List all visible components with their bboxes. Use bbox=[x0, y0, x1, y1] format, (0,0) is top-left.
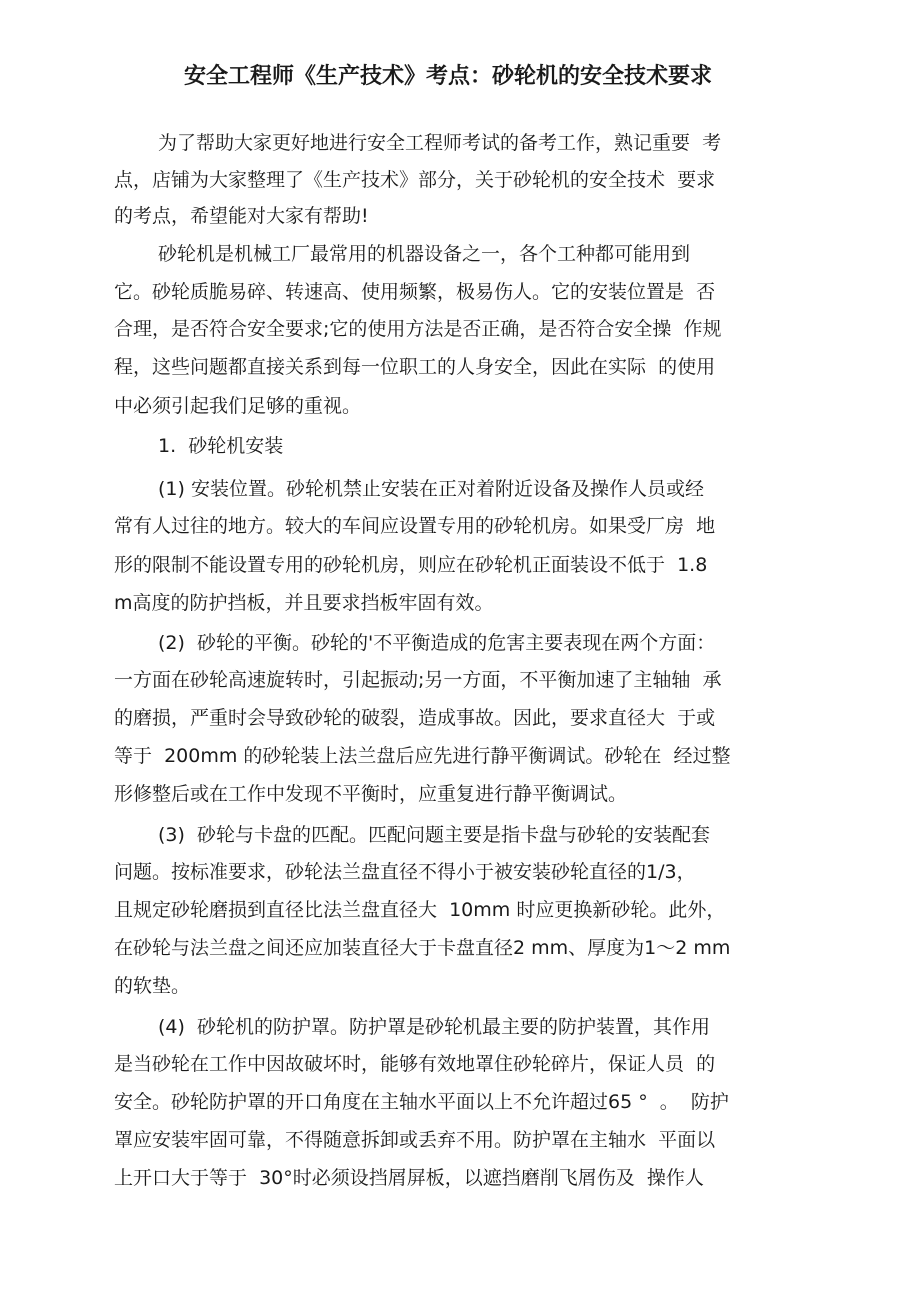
paragraph-line: 在砂轮与法兰盘之间还应加装直径大于卡盘直径2 mm、厚度为1～2 mm bbox=[114, 937, 731, 959]
section-heading: 1. 砂轮机安装 bbox=[158, 435, 284, 457]
paragraph-line: 形的限制不能设置专用的砂轮机房，则应在砂轮机正面装设不低于 1.8 bbox=[114, 554, 708, 576]
paragraph-line: 常有人过往的地方。较大的车间应设置专用的砂轮机房。如果受厂房 地 bbox=[114, 515, 716, 537]
paragraph-line: 问题。按标准要求，砂轮法兰盘直径不得小于被安装砂轮直径的1/3， bbox=[114, 861, 696, 883]
paragraph-line: 罩应安装牢固可靠，不得随意拆卸或丢弃不用。防护罩在主轴水 平面以 bbox=[114, 1129, 716, 1151]
paragraph-line: 它。砂轮质脆易碎、转速高、使用频繁，极易伤人。它的安装位置是 否 bbox=[114, 281, 716, 303]
paragraph-line: 中必须引起我们足够的重视。 bbox=[114, 395, 362, 417]
paragraph-line: 为了帮助大家更好地进行安全工程师考试的备考工作，熟记重要 考 bbox=[158, 132, 722, 154]
paragraph-line: 点，店铺为大家整理了《生产技术》部分，关于砂轮机的安全技术 要求 bbox=[114, 169, 716, 191]
paragraph-line: 是当砂轮在工作中因故破坏时，能够有效地罩住砂轮碎片，保证人员 的 bbox=[114, 1053, 716, 1075]
paragraph-line: 合理，是否符合安全要求;它的使用方法是否正确，是否符合安全操 作规 bbox=[114, 318, 722, 340]
paragraph-line: 安全。砂轮防护罩的开口角度在主轴水平面以上不允许超过65 ° 。 防护 bbox=[114, 1091, 729, 1113]
paragraph-line: (2) 砂轮的平衡。砂轮的'不平衡造成的危害主要表现在两个方面： bbox=[158, 632, 716, 654]
paragraph-line: 的考点，希望能对大家有帮助! bbox=[114, 205, 369, 227]
paragraph-line: 形修整后或在工作中发现不平衡时，应重复进行静平衡调试。 bbox=[114, 783, 628, 805]
page-title: 安全工程师《生产技术》考点：砂轮机的安全技术要求 bbox=[183, 64, 712, 89]
paragraph-line: 的软垫。 bbox=[114, 975, 191, 997]
paragraph-line: 砂轮机是机械工厂最常用的机器设备之一，各个工种都可能用到 bbox=[158, 243, 691, 265]
paragraph-line: 上开口大于等于 30°时必须设挡屑屏板，以遮挡磨削飞屑伤及 操作人 bbox=[114, 1167, 704, 1189]
paragraph-line: 等于 200mm 的砂轮装上法兰盘后应先进行静平衡调试。砂轮在 经过整 bbox=[114, 745, 731, 767]
paragraph-line: 程，这些问题都直接关系到每一位职工的人身安全，因此在实际 的使用 bbox=[114, 356, 716, 378]
paragraph-line: 且规定砂轮磨损到直径比法兰盘直径大 10mm 时应更换新砂轮。此外， bbox=[114, 899, 726, 921]
paragraph-line: 一方面在砂轮高速旋转时，引起振动;另一方面，不平衡加速了主轴轴 承 bbox=[114, 669, 722, 691]
paragraph-line: (1) 安装位置。砂轮机禁止安装在正对着附近设备及操作人员或经 bbox=[158, 478, 704, 500]
paragraph-line: 的磨损，严重时会导致砂轮的破裂，造成事故。因此，要求直径大 于或 bbox=[114, 707, 716, 729]
paragraph-line: (3) 砂轮与卡盘的匹配。匹配问题主要是指卡盘与砂轮的安装配套 bbox=[158, 824, 710, 846]
paragraph-line: m高度的防护挡板，并且要求挡板牢固有效。 bbox=[114, 592, 494, 614]
paragraph-line: (4) 砂轮机的防护罩。防护罩是砂轮机最主要的防护装置，其作用 bbox=[158, 1016, 710, 1038]
